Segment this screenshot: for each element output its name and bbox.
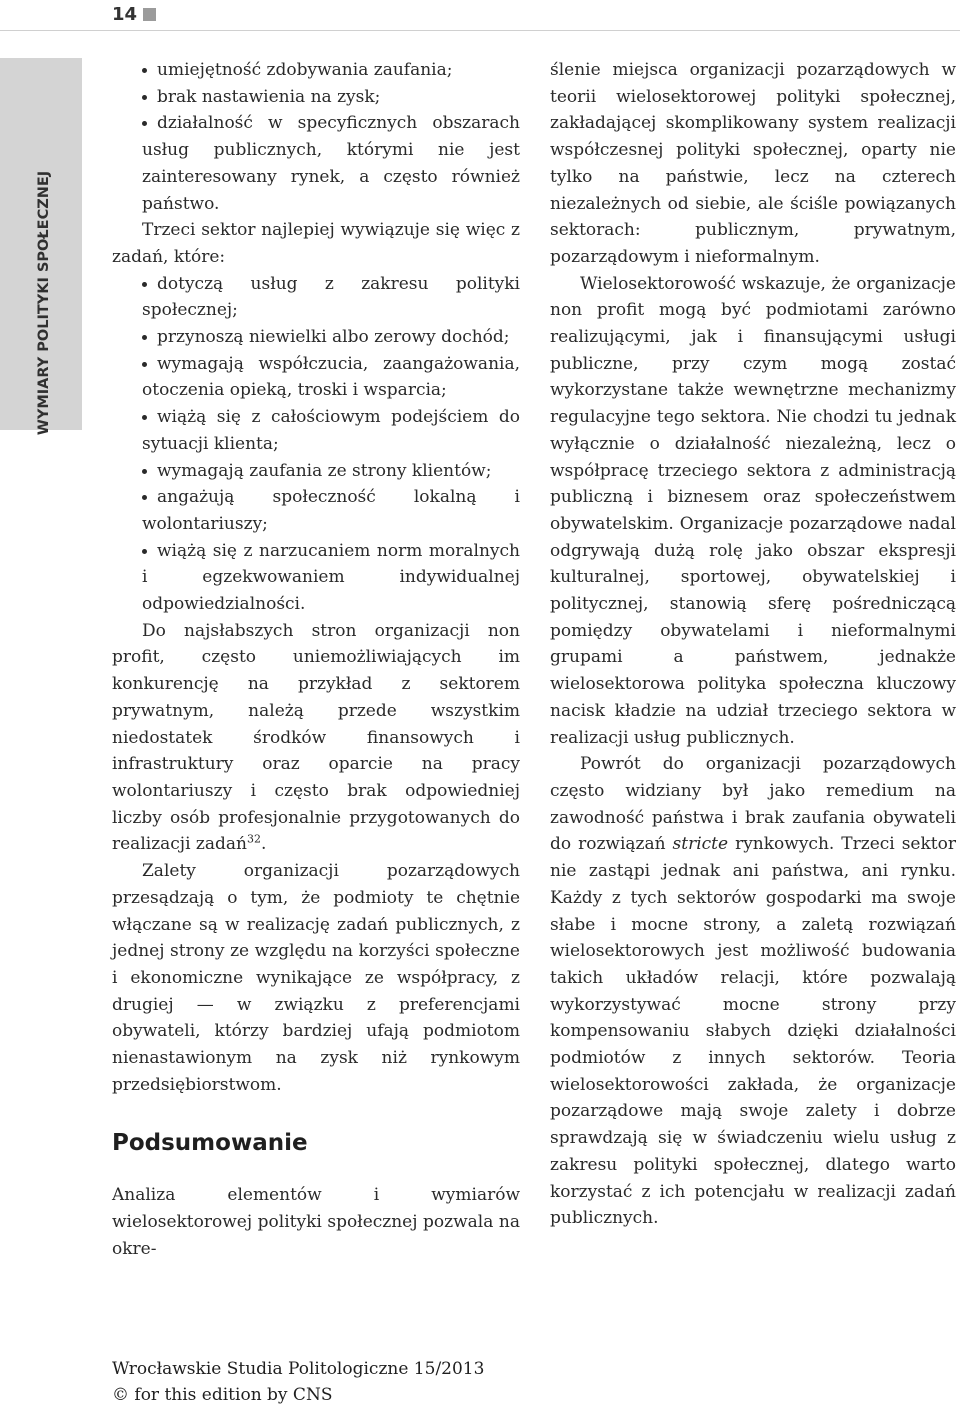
bullet-item: dotyczą usług z zakresu polityki społecznej; xyxy=(112,271,520,324)
section-sidebar xyxy=(0,58,82,436)
body-paragraph: Analiza elementów i wymiarów wielosektorowej polityki społecznej pozwala na okre- xyxy=(112,1185,520,1259)
bullet-item: brak nastawienia na zysk; xyxy=(112,84,520,111)
body-paragraph: Powrót do organizacji pozarządowych często widziany był jako remedium na zawodność państwa i brak zaufania obywateli do rozwiązań stricte rynkowych. Trzeci sektor nie zastąpi jednak ani państwa, ani rynku. Każdy z tych sektorów gospodarki ma swoje słabe i mocne strony, a zaletą rozwiązań wielosektorowych jest możliwość budowania takich układów relacji, które pozwalają wykorzystywać mocne strony przy kompensowaniu słabych dzięki działalności podmiotów z innych sektorów. Teoria wielosektorowości zakłada, że organizacje pozarządowe mają swoje zalety i dobrze sprawdzają się w świadczeniu wielu usług z zakresu polityki społecznej, dlatego warto korzystać z ich potencjału w realizacji zadań publicznych. xyxy=(550,754,956,1229)
copyright-notice: © for this edition by CNS xyxy=(112,1385,333,1405)
left-column xyxy=(112,57,520,1263)
section-heading: Podsumowanie xyxy=(112,1130,308,1157)
bullet-item: umiejętność zdobywania zaufania; xyxy=(112,57,520,84)
bullet-item: angażują społeczność lokalną i wolontariuszy; xyxy=(112,484,520,537)
bullet-item: przynoszą niewielki albo zerowy dochód; xyxy=(112,324,520,351)
body-paragraph: Zalety organizacji pozarządowych przesądzają o tym, że podmioty te chętnie włączane są w realizację zadań publicznych, z jednej strony ze względu na korzyści społeczne i ekonomiczne wynikające ze współpracy, z drugiej — w związku z preferencjami obywateli, którzy bardziej ufają podmiotom nienastawionym na zysk niż rynkowym przedsiębiorstwom. xyxy=(112,861,520,1095)
intro-paragraph: Trzeci sektor najlepiej wywiązuje się więc z zadań, które: xyxy=(112,220,520,267)
right-column xyxy=(550,57,956,1232)
bullet-item: wiążą się z narzucaniem norm moralnych i egzekwowaniem indywidualnej odpowiedzialności. xyxy=(112,538,520,618)
page-number: 14 xyxy=(112,4,138,25)
page-footer xyxy=(112,1356,484,1408)
journal-citation: Wrocławskie Studia Politologiczne 15/2013 xyxy=(112,1359,485,1379)
body-paragraph: Do najsłabszych stron organizacji non profit, często uniemożliwiających im konkurencję na przykład z sektorem prywatnym, należą przede wszystkim niedostatek środków finansowych i infrastruktury oraz oparcie na pracy wolontariuszy i często brak odpowiedniej liczby osób profesjonalnie przygotowanych do realizacji zadań$^{32}$. xyxy=(112,620,520,855)
header-square-marker xyxy=(143,8,156,21)
bullet-item: wiążą się z całościowym podejściem do sytuacji klienta; xyxy=(112,404,520,457)
sidebar-title: WYMIARY POLITYKI SPOŁECZNEJ xyxy=(36,170,52,436)
bullet-item: działalność w specyficznych obszarach usług publicznych, którymi nie jest zainteresowany rynek, a często również państwo. xyxy=(112,110,520,217)
page-header xyxy=(0,0,960,31)
body-paragraph: ślenie miejsca organizacji pozarządowych w teorii wielosektorowej polityki społecznej, zakładającej skomplikowany system realizacji współczesnej polityki społecznej, oparty nie tylko na państwie, lecz na czterech niezależnych od siebie, ale ściśle powiązanych sektorach: publicznym, prywatnym, pozarządowym i nieformalnym. xyxy=(550,60,956,267)
bullet-item: wymagają zaufania ze strony klientów; xyxy=(112,458,520,485)
footnote-ref[interactable]: 32 xyxy=(246,832,261,846)
body-paragraph: Wielosektorowość wskazuje, że organizacje non profit mogą być podmiotami zarówno realizującymi, jak i finansującymi usługi publiczne, przy czym mogą zostać wykorzystane także wewnętrzne mechanizmy regulacyjne tego sektora. Nie chodzi tu jednak wyłącznie o działalność niezależną, lecz o współpracę trzeciego sektora z administracją publiczną i biznesem oraz społeczeństwem obywatelskim. Organizacje pozarządowe nadal odgrywają dużą rolę jako obszar ekspresji kulturalnej, sportowej, obywatelskiej i politycznej, stanowią sferę pośredniczącą pomiędzy obywatelami i nieformalnymi grupami a państwem, jednakże wielosektorowa polityka społeczna kluczowy nacisk kładzie na udział trzeciego sektora w realizacji usług publicznych. xyxy=(550,273,956,748)
bullet-item: wymagają współczucia, zaangażowania, otoczenia opieką, troski i wsparcia; xyxy=(112,351,520,404)
